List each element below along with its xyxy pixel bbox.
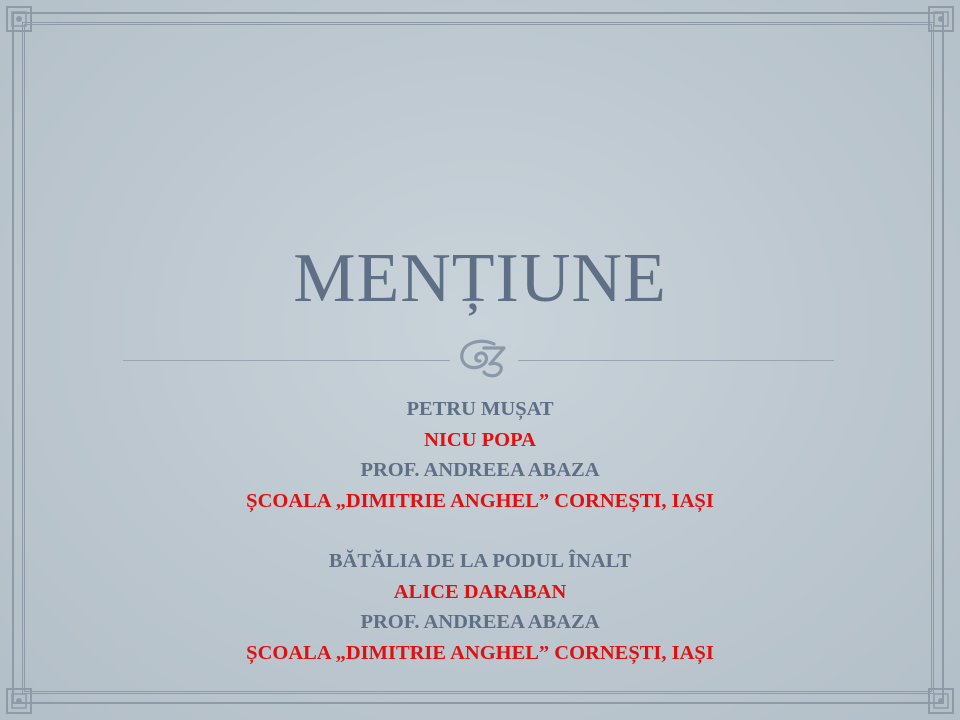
credits-list — [0, 394, 960, 668]
teacher-name: PROF. ANDREEA ABAZA — [360, 611, 600, 633]
divider-line-left — [123, 360, 450, 361]
school-name: ȘCOALA „DIMITRIE ANGHEL” CORNEȘTI, IAȘI — [246, 489, 714, 512]
work-title: BĂTĂLIA DE LA PODUL ÎNALT — [328, 550, 632, 572]
work-title: PETRU MUȘAT — [406, 398, 554, 420]
flourish-ornament-icon — [454, 334, 514, 380]
entry-spacer — [0, 516, 960, 546]
teacher-name: PROF. ANDREEA ABAZA — [360, 459, 600, 481]
student-name: ALICE DARABAN — [393, 580, 567, 603]
corner-ornament-icon — [928, 688, 954, 714]
corner-ornament-icon — [928, 6, 954, 32]
corner-ornament-icon — [6, 688, 32, 714]
student-name: NICU POPA — [424, 428, 536, 451]
slide-title: MENȚIUNE — [293, 240, 667, 317]
divider-line-right — [518, 360, 834, 361]
school-name: ȘCOALA „DIMITRIE ANGHEL” CORNEȘTI, IAȘI — [246, 641, 714, 664]
corner-ornament-icon — [6, 6, 32, 32]
